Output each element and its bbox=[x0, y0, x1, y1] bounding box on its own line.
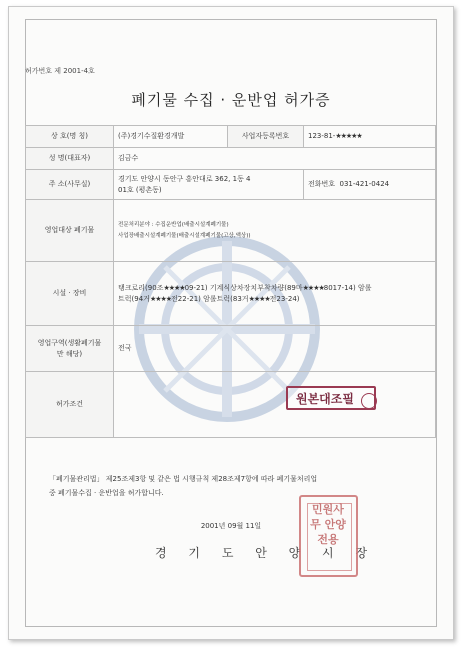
equipment-text: 트럭(94거 bbox=[118, 294, 150, 303]
document-title: 폐기물 수집 · 운반업 허가증 bbox=[131, 91, 331, 109]
certification-line-2: 중 폐기물수집 · 운반업을 허가합니다. bbox=[49, 489, 164, 497]
equipment-cell bbox=[114, 262, 436, 326]
equipment-mask: ★★★★ bbox=[302, 283, 324, 292]
equipment-mask: ★★★★ bbox=[248, 294, 270, 303]
table-row bbox=[26, 126, 436, 148]
regno-value: 123-81- bbox=[308, 132, 336, 140]
waste-type-cell bbox=[114, 200, 436, 262]
area-value: 전국 bbox=[114, 326, 436, 372]
equipment-text: 8017-14) 암롤 bbox=[323, 283, 372, 292]
table-row bbox=[26, 148, 436, 170]
equipment-mask: ★★★★ bbox=[163, 283, 185, 292]
equipment-text: 전22-21) 암롤트럭(83거 bbox=[171, 294, 249, 303]
equipment-label: 시설 · 장비 bbox=[26, 262, 114, 326]
certification-line-1: 「폐기물관리법」 제25조제3항 및 같은 법 시행규칙 제28조제7항에 따라 폐기물처리업 bbox=[49, 475, 318, 483]
address-line-1: 경기도 안양시 동안구 흥안대로 362, 1동 4 bbox=[118, 174, 251, 183]
permit-number: 허가번호 제 2001-4호 bbox=[25, 67, 95, 75]
original-copy-stamp: 원본대조필 bbox=[286, 386, 376, 410]
certification-text bbox=[49, 472, 429, 500]
conditions-value bbox=[114, 372, 436, 438]
phone-cell bbox=[304, 170, 436, 200]
official-seal-text: 민원사무 안양 전용 bbox=[310, 503, 346, 546]
company-label: 상 호(명 칭) bbox=[26, 126, 114, 148]
equipment-line-1 bbox=[118, 283, 431, 294]
equipment-mask: ★★★★ bbox=[149, 294, 172, 303]
waste-type-line-1: 전문처리분야 : 수집운반업(배출시설계폐기물) bbox=[118, 221, 229, 228]
regno-mask: ★★★★★ bbox=[335, 132, 362, 140]
equipment-text: 탱크로리(90조 bbox=[118, 283, 164, 292]
area-label bbox=[26, 326, 114, 372]
issue-date: 2001년 09월 11일 bbox=[200, 522, 262, 530]
regno-label: 사업자등록번호 bbox=[228, 126, 304, 148]
table-row bbox=[26, 200, 436, 262]
table-row bbox=[26, 262, 436, 326]
issuer-name: 경 기 도 안 양 시 장 bbox=[155, 546, 377, 560]
phone-label: 전화번호 bbox=[308, 180, 336, 188]
phone-value: 031-421-0424 bbox=[339, 180, 390, 188]
area-label-line-2: 만 해당) bbox=[56, 349, 83, 358]
address-line-2: 01호 (평촌동) bbox=[118, 185, 162, 194]
area-label-line-1: 영업구역(생활폐기물 bbox=[37, 338, 102, 347]
address-cell bbox=[114, 170, 304, 200]
table-row bbox=[26, 326, 436, 372]
representative-value: 김금수 bbox=[114, 148, 436, 170]
representative-label: 성 명(대표자) bbox=[26, 148, 114, 170]
permit-document bbox=[8, 6, 454, 640]
conditions-label: 허가조건 bbox=[26, 372, 114, 438]
waste-type-label: 영업대상 폐기물 bbox=[26, 200, 114, 262]
equipment-text: 09-21) 기계식상차장치부착차량(89마 bbox=[184, 283, 303, 292]
address-label: 주 소(사무실) bbox=[26, 170, 114, 200]
waste-type-line-2: 사업장배출시설계폐기물(배출시설계폐기물(고상,액상)) bbox=[118, 232, 251, 239]
equipment-text: 전23-24) bbox=[269, 294, 300, 303]
regno-cell bbox=[304, 126, 436, 148]
equipment-line-2 bbox=[118, 294, 431, 305]
stamp-seal-icon bbox=[361, 393, 377, 409]
table-row bbox=[26, 170, 436, 200]
company-value: (주)경기수질환경개발 bbox=[114, 126, 228, 148]
